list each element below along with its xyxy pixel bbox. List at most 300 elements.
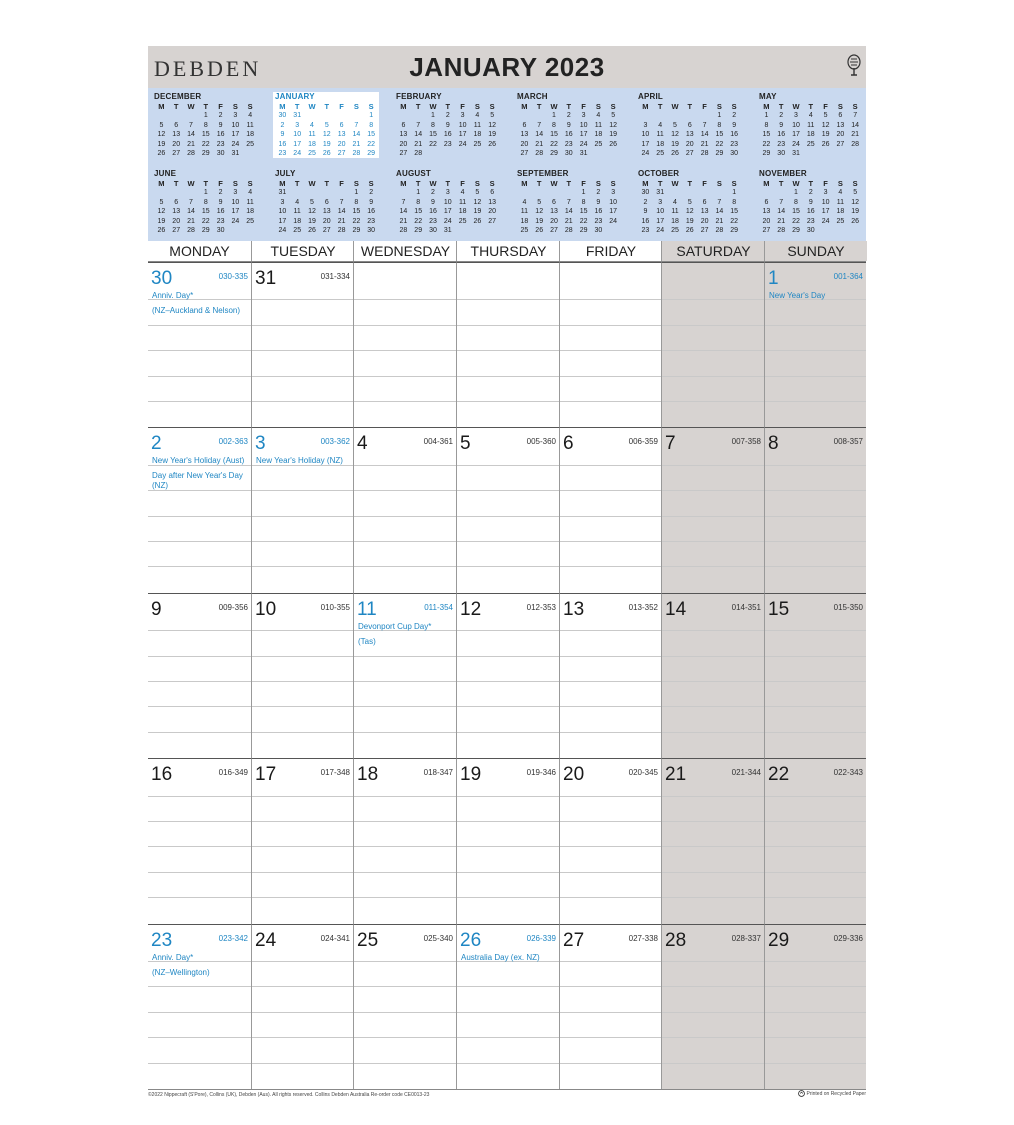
day-cell[interactable] bbox=[456, 262, 559, 427]
mini-date: 7 bbox=[354, 121, 359, 129]
mini-date: 24 bbox=[458, 140, 467, 148]
writing-line bbox=[354, 401, 456, 402]
mini-date: 25 bbox=[520, 226, 529, 234]
recycle-icon bbox=[798, 1090, 805, 1097]
mini-week-row bbox=[154, 188, 258, 197]
mini-date: 17 bbox=[231, 208, 240, 216]
mini-date: 9 bbox=[280, 131, 285, 139]
writing-line bbox=[354, 821, 456, 822]
mini-date: 10 bbox=[609, 198, 618, 206]
mini-date: 30 bbox=[278, 112, 287, 120]
mini-date: 10 bbox=[458, 121, 467, 129]
mini-week-row bbox=[638, 121, 742, 130]
mini-date: 6 bbox=[687, 121, 692, 129]
writing-line bbox=[560, 541, 661, 542]
mini-month-name: JUNE bbox=[154, 169, 177, 178]
mini-date: 24 bbox=[641, 149, 650, 157]
mini-date: 11 bbox=[594, 121, 603, 129]
writing-line bbox=[457, 325, 559, 326]
mini-date: 7 bbox=[189, 198, 193, 206]
mini-week-row bbox=[396, 111, 500, 120]
writing-line bbox=[148, 821, 251, 822]
writing-line bbox=[560, 897, 661, 898]
writing-line bbox=[560, 1012, 661, 1013]
writing-line bbox=[148, 376, 251, 377]
day-cell[interactable] bbox=[559, 427, 661, 592]
writing-line bbox=[457, 490, 559, 491]
mini-date: 11 bbox=[246, 121, 254, 129]
mini-date bbox=[606, 226, 621, 235]
mini-date: 11 bbox=[671, 208, 679, 216]
mini-day-letter: W bbox=[308, 102, 316, 111]
writing-line bbox=[148, 897, 251, 898]
mini-date: 20 bbox=[762, 217, 771, 225]
day-cell[interactable] bbox=[251, 262, 353, 427]
day-of-year-code: 001-364 bbox=[833, 272, 863, 281]
holiday-note: (Tas) bbox=[358, 636, 376, 646]
mini-week-row bbox=[154, 111, 258, 120]
mini-day-letter: F bbox=[218, 179, 223, 188]
mini-date: 12 bbox=[821, 121, 830, 129]
writing-line bbox=[457, 897, 559, 898]
writing-line bbox=[354, 681, 456, 682]
mini-date: 11 bbox=[807, 121, 815, 129]
day-cell[interactable] bbox=[764, 593, 866, 758]
writing-line bbox=[765, 350, 866, 351]
writing-line bbox=[354, 732, 456, 733]
day-number: 20 bbox=[563, 764, 585, 786]
day-cell[interactable] bbox=[251, 593, 353, 758]
day-cell[interactable] bbox=[764, 758, 866, 923]
mini-date bbox=[154, 111, 169, 120]
mini-day-letter: W bbox=[187, 179, 195, 188]
mini-month-name: FEBRUARY bbox=[396, 92, 442, 101]
day-cell[interactable] bbox=[148, 924, 251, 1089]
mini-date bbox=[243, 149, 258, 158]
mini-date: 3 bbox=[445, 189, 450, 197]
mini-day-letter: T bbox=[173, 102, 179, 111]
mini-date bbox=[319, 111, 334, 120]
writing-line bbox=[457, 846, 559, 847]
mini-date: 7 bbox=[339, 198, 344, 206]
mini-day-letters bbox=[517, 102, 621, 111]
mini-date: 20 bbox=[488, 208, 497, 216]
mini-day-letter: T bbox=[415, 102, 421, 111]
mini-day-letter: T bbox=[657, 102, 663, 111]
mini-date: 25 bbox=[473, 140, 482, 148]
writing-line bbox=[765, 465, 866, 466]
writing-line bbox=[457, 401, 559, 402]
day-number: 31 bbox=[255, 268, 277, 289]
mini-date: 5 bbox=[537, 198, 542, 206]
mini-week-row bbox=[517, 140, 621, 149]
day-cell[interactable] bbox=[661, 262, 764, 427]
mini-week-row bbox=[275, 149, 379, 158]
recycled-text: Printed on Recycled Paper bbox=[806, 1090, 866, 1097]
day-of-year-code: 023-342 bbox=[218, 933, 248, 943]
mini-day-letter: T bbox=[566, 102, 572, 111]
day-cell[interactable] bbox=[456, 758, 559, 923]
mini-month-name: DECEMBER bbox=[154, 92, 202, 101]
day-cell[interactable] bbox=[353, 262, 456, 427]
mini-day-letter: F bbox=[339, 102, 344, 111]
mini-date: 23 bbox=[594, 217, 603, 225]
writing-line bbox=[765, 872, 866, 873]
mini-calendar-august bbox=[394, 169, 500, 235]
mini-month-name: NOVEMBER bbox=[759, 169, 807, 178]
mini-date: 18 bbox=[308, 140, 316, 148]
mini-month-name: APRIL bbox=[638, 92, 663, 101]
day-cell[interactable] bbox=[251, 758, 353, 923]
writing-line bbox=[765, 986, 866, 987]
mini-date: 9 bbox=[732, 121, 737, 129]
writing-line bbox=[765, 1063, 866, 1064]
mini-date: 19 bbox=[609, 131, 618, 139]
mini-date: 25 bbox=[293, 226, 302, 234]
mini-date bbox=[455, 149, 470, 158]
mini-day-letter: F bbox=[460, 102, 465, 111]
mini-date: 4 bbox=[248, 189, 253, 197]
writing-line bbox=[252, 706, 353, 707]
day-cell[interactable] bbox=[764, 427, 866, 592]
mini-date bbox=[184, 188, 199, 197]
writing-line bbox=[457, 376, 559, 377]
mini-date: 5 bbox=[159, 121, 164, 129]
mini-date: 20 bbox=[399, 140, 408, 148]
mini-month-name: MARCH bbox=[517, 92, 548, 101]
mini-week-row bbox=[517, 207, 621, 216]
mini-date: 10 bbox=[278, 208, 287, 216]
day-cell[interactable] bbox=[148, 593, 251, 758]
day-number: 29 bbox=[768, 929, 790, 951]
mini-day-letter: W bbox=[308, 179, 316, 188]
day-number: 18 bbox=[357, 764, 379, 786]
mini-date: 31 bbox=[656, 189, 665, 197]
mini-day-letter: W bbox=[550, 102, 558, 111]
mini-date: 14 bbox=[337, 208, 346, 216]
mini-day-letter: W bbox=[187, 102, 195, 111]
day-cell[interactable] bbox=[559, 924, 661, 1089]
writing-line bbox=[252, 821, 353, 822]
mini-date: 21 bbox=[337, 217, 346, 225]
mini-date bbox=[759, 188, 774, 197]
writing-line bbox=[765, 846, 866, 847]
mini-week-row bbox=[759, 130, 863, 139]
mini-date: 28 bbox=[414, 149, 423, 157]
mini-date: 28 bbox=[187, 226, 195, 234]
mini-date: 27 bbox=[322, 226, 331, 234]
mini-date: 14 bbox=[352, 131, 361, 139]
day-cell[interactable] bbox=[661, 758, 764, 923]
mini-date: 23 bbox=[429, 217, 437, 225]
mini-date: 1 bbox=[203, 189, 208, 197]
mini-date: 15 bbox=[367, 131, 376, 139]
mini-date bbox=[517, 111, 532, 120]
mini-day-letter: F bbox=[823, 102, 828, 111]
mini-week-row bbox=[638, 140, 742, 149]
mini-day-letters bbox=[638, 179, 742, 188]
mini-date: 23 bbox=[367, 217, 376, 225]
day-cell[interactable] bbox=[661, 427, 764, 592]
mini-date: 2 bbox=[280, 121, 285, 129]
mini-date: 29 bbox=[730, 226, 739, 234]
mini-date: 27 bbox=[488, 217, 497, 225]
mini-date: 28 bbox=[564, 226, 573, 234]
day-cell[interactable] bbox=[661, 924, 764, 1089]
day-cell[interactable] bbox=[764, 924, 866, 1089]
writing-line bbox=[765, 1012, 866, 1013]
mini-date: 10 bbox=[231, 121, 240, 129]
mini-date: 16 bbox=[806, 208, 815, 216]
writing-line bbox=[457, 299, 559, 300]
mini-date: 22 bbox=[550, 140, 558, 148]
mini-date: 3 bbox=[233, 189, 238, 197]
writing-line bbox=[765, 325, 866, 326]
mini-calendars bbox=[148, 88, 866, 241]
mini-date bbox=[411, 111, 426, 120]
day-cell[interactable] bbox=[148, 262, 251, 427]
mini-week-row bbox=[517, 198, 621, 207]
mini-week-row bbox=[275, 121, 379, 130]
day-cell[interactable] bbox=[559, 262, 661, 427]
mini-week-row bbox=[638, 130, 742, 139]
day-cell[interactable] bbox=[456, 427, 559, 592]
writing-line bbox=[560, 821, 661, 822]
day-cell[interactable] bbox=[559, 758, 661, 923]
mini-month-name: MAY bbox=[759, 92, 777, 101]
mini-day-letter: W bbox=[429, 102, 437, 111]
mini-week-row bbox=[517, 121, 621, 130]
mini-date: 25 bbox=[308, 149, 316, 157]
day-number: 21 bbox=[665, 764, 687, 786]
mini-date: 19 bbox=[308, 217, 316, 225]
mini-date: 24 bbox=[231, 217, 240, 225]
mini-date: 1 bbox=[416, 189, 421, 197]
day-cell[interactable] bbox=[148, 758, 251, 923]
writing-line bbox=[354, 872, 456, 873]
day-cell[interactable] bbox=[559, 593, 661, 758]
mini-date bbox=[532, 111, 547, 120]
writing-line bbox=[252, 490, 353, 491]
mini-date: 8 bbox=[203, 198, 208, 206]
day-cell[interactable] bbox=[764, 262, 866, 427]
day-cell[interactable] bbox=[251, 427, 353, 592]
writing-line bbox=[662, 821, 764, 822]
writing-line bbox=[457, 986, 559, 987]
writing-line bbox=[662, 681, 764, 682]
calendar-sheet bbox=[148, 46, 866, 1088]
writing-line bbox=[662, 350, 764, 351]
writing-line bbox=[662, 656, 764, 657]
writing-line bbox=[148, 566, 251, 567]
writing-line bbox=[765, 796, 866, 797]
mini-week-row bbox=[517, 111, 621, 120]
day-cell[interactable] bbox=[353, 427, 456, 592]
day-number: 28 bbox=[665, 929, 687, 951]
day-number: 4 bbox=[357, 433, 368, 455]
writing-line bbox=[457, 821, 559, 822]
mini-day-letter: T bbox=[778, 102, 784, 111]
mini-date: 14 bbox=[564, 208, 573, 216]
writing-line bbox=[354, 325, 456, 326]
writing-line bbox=[662, 325, 764, 326]
mini-date: 7 bbox=[401, 198, 406, 206]
mini-date: 12 bbox=[671, 131, 679, 139]
mini-date: 19 bbox=[821, 131, 830, 139]
day-cell[interactable] bbox=[251, 924, 353, 1089]
mini-day-letters bbox=[759, 179, 863, 188]
writing-line bbox=[252, 1037, 353, 1038]
mini-date bbox=[517, 188, 532, 197]
writing-line bbox=[560, 796, 661, 797]
writing-line bbox=[765, 376, 866, 377]
mini-date: 30 bbox=[564, 149, 573, 157]
mini-date: 12 bbox=[535, 208, 544, 216]
mini-date: 13 bbox=[520, 131, 529, 139]
mini-date: 17 bbox=[579, 131, 588, 139]
mini-date bbox=[668, 188, 683, 197]
day-of-year-code: 029-336 bbox=[833, 933, 863, 943]
mini-week-row bbox=[275, 188, 379, 197]
mini-week-row bbox=[396, 198, 500, 207]
mini-date: 3 bbox=[643, 121, 648, 129]
mini-date: 28 bbox=[715, 226, 724, 234]
mini-date: 8 bbox=[203, 121, 208, 129]
mini-day-letter: F bbox=[702, 179, 707, 188]
writing-line bbox=[560, 1063, 661, 1064]
writing-line bbox=[560, 630, 661, 631]
mini-date: 20 bbox=[550, 217, 558, 225]
writing-line bbox=[252, 1063, 353, 1064]
day-number: 24 bbox=[255, 929, 277, 951]
mini-date: 13 bbox=[700, 208, 709, 216]
mini-week-row bbox=[638, 149, 742, 158]
writing-line bbox=[457, 1063, 559, 1064]
mini-day-letter: M bbox=[279, 179, 286, 188]
mini-date: 8 bbox=[581, 198, 586, 206]
day-number: 15 bbox=[768, 598, 790, 620]
mini-day-letters bbox=[275, 179, 379, 188]
mini-date: 10 bbox=[293, 131, 302, 139]
writing-line bbox=[354, 541, 456, 542]
day-cell[interactable] bbox=[148, 427, 251, 592]
writing-line bbox=[252, 846, 353, 847]
mini-date: 26 bbox=[671, 149, 679, 157]
mini-calendar-november bbox=[757, 169, 863, 235]
mini-date: 30 bbox=[806, 226, 815, 234]
mini-day-letter: T bbox=[808, 179, 814, 188]
mini-calendar-may bbox=[757, 92, 863, 158]
mini-week-row bbox=[517, 130, 621, 139]
mini-day-letter: M bbox=[763, 179, 770, 188]
writing-line bbox=[354, 566, 456, 567]
mini-day-letter: S bbox=[837, 102, 843, 111]
day-of-year-code: 009-356 bbox=[218, 602, 248, 612]
mini-date: 1 bbox=[764, 112, 769, 120]
writing-line bbox=[662, 1063, 764, 1064]
mini-date: 21 bbox=[187, 140, 195, 148]
mini-date bbox=[426, 149, 441, 158]
mini-day-letter: T bbox=[173, 179, 179, 188]
mini-day-letter: F bbox=[581, 179, 586, 188]
mini-date: 25 bbox=[458, 217, 467, 225]
day-of-year-code: 013-352 bbox=[628, 602, 658, 612]
mini-date: 28 bbox=[337, 226, 346, 234]
month-title: JANUARY 2023 bbox=[409, 52, 605, 82]
mini-date: 17 bbox=[443, 208, 452, 216]
writing-line bbox=[354, 846, 456, 847]
mini-date: 16 bbox=[216, 131, 225, 139]
mini-day-letter: S bbox=[731, 179, 737, 188]
mini-date: 12 bbox=[157, 131, 166, 139]
mini-date bbox=[305, 111, 320, 120]
mini-date: 11 bbox=[836, 198, 845, 206]
mini-week-row bbox=[275, 207, 379, 216]
mini-date bbox=[319, 188, 334, 197]
mini-date: 14 bbox=[399, 208, 408, 216]
mini-date: 22 bbox=[429, 140, 437, 148]
mini-week-row bbox=[638, 207, 742, 216]
mini-date: 7 bbox=[853, 112, 858, 120]
mini-date: 9 bbox=[643, 208, 648, 216]
writing-line bbox=[354, 490, 456, 491]
mini-day-letter: T bbox=[294, 102, 300, 111]
writing-line bbox=[252, 656, 353, 657]
writing-line bbox=[765, 821, 866, 822]
writing-line bbox=[560, 961, 661, 962]
mini-date: 1 bbox=[354, 189, 359, 197]
writing-line bbox=[148, 541, 251, 542]
day-cell[interactable] bbox=[456, 593, 559, 758]
mini-date: 13 bbox=[337, 131, 346, 139]
day-cell[interactable] bbox=[661, 593, 764, 758]
mini-date bbox=[697, 111, 712, 120]
mini-date: 26 bbox=[473, 217, 482, 225]
writing-line bbox=[148, 846, 251, 847]
mini-week-row bbox=[275, 226, 379, 235]
day-cell[interactable] bbox=[353, 924, 456, 1089]
writing-line bbox=[765, 681, 866, 682]
day-of-year-code: 011-354 bbox=[424, 602, 453, 612]
mini-date: 27 bbox=[399, 149, 408, 157]
day-cell[interactable] bbox=[456, 924, 559, 1089]
mini-date bbox=[682, 111, 697, 120]
mini-day-letter: S bbox=[837, 179, 843, 188]
writing-line bbox=[354, 1063, 456, 1064]
mini-date: 30 bbox=[777, 149, 786, 157]
writing-line bbox=[662, 706, 764, 707]
mini-date: 28 bbox=[851, 140, 860, 148]
mini-date: 19 bbox=[671, 140, 679, 148]
mini-date: 14 bbox=[414, 131, 423, 139]
mini-date: 30 bbox=[367, 226, 376, 234]
mini-date bbox=[169, 188, 184, 197]
mini-date: 13 bbox=[550, 208, 558, 216]
mini-week-row bbox=[638, 217, 742, 226]
mini-date bbox=[154, 188, 169, 197]
weekday-saturday: SATURDAY bbox=[661, 241, 765, 261]
mini-date: 15 bbox=[579, 208, 588, 216]
day-cell[interactable] bbox=[353, 758, 456, 923]
day-number: 11 bbox=[357, 598, 377, 620]
mini-date bbox=[833, 226, 848, 235]
mini-date: 8 bbox=[369, 121, 374, 129]
mini-date: 3 bbox=[233, 112, 238, 120]
mini-date: 2 bbox=[732, 112, 737, 120]
day-cell[interactable] bbox=[353, 593, 456, 758]
mini-day-letters bbox=[759, 102, 863, 111]
mini-week-row bbox=[517, 226, 621, 235]
